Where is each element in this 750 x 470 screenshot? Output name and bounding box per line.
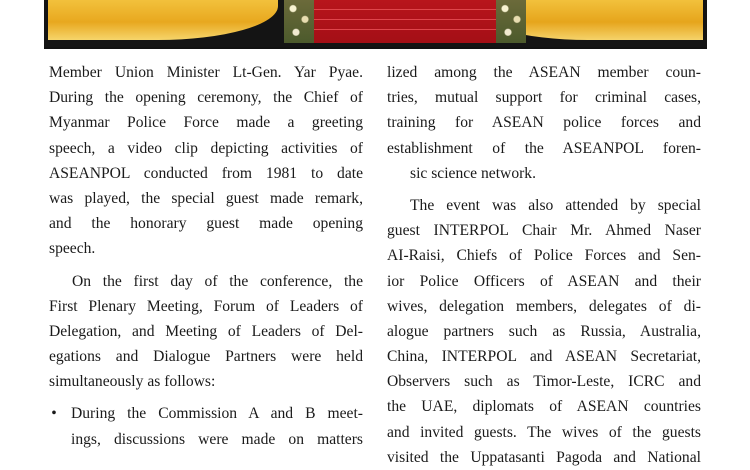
text-line: Observers such as Timor-Leste, ICRC and bbox=[387, 373, 701, 391]
text-line: and invited guests. The wives of the guests bbox=[387, 423, 701, 441]
text-line: simultaneously as follows: bbox=[49, 373, 216, 391]
text-line: lized among the ASEAN member coun- bbox=[387, 64, 701, 81]
ceremony-photo bbox=[44, 0, 707, 49]
gold-drape-left bbox=[48, 0, 278, 40]
text-line: tries, mutual support for criminal cases, bbox=[387, 89, 701, 107]
text-line: First Plenary Meeting, Forum of Leaders of bbox=[49, 297, 363, 315]
text-line: wives, delegation members, delegates of di- bbox=[387, 297, 701, 315]
text-line: speech. bbox=[49, 240, 96, 258]
text-line: ior Police Officers of ASEAN and their bbox=[387, 272, 701, 290]
left-column bbox=[49, 60, 363, 452]
text-line: egations and Dialogue Partners were held bbox=[49, 348, 363, 366]
text-line: the UAE, diplomats of ASEAN countries bbox=[387, 398, 701, 416]
paragraph bbox=[49, 60, 363, 262]
text-line: ASEANPOL conducted from 1981 to date bbox=[49, 164, 363, 182]
text-line: and the honorary guest made opening bbox=[49, 215, 363, 233]
text-line: AI-Raisi, Chiefs of Police Forces and Sen- bbox=[387, 247, 701, 265]
text-line: The event was also attended by special bbox=[410, 196, 701, 214]
text-line: alogue partners such as Russia, Australia, bbox=[387, 322, 701, 340]
text-line: sic science network. bbox=[410, 164, 536, 182]
text-line: visited the Uppatasanti Pagoda and National bbox=[387, 448, 701, 466]
text-line: Myanmar Police Force made a greeting bbox=[49, 114, 363, 132]
red-carpet-stairs bbox=[306, 0, 496, 43]
flower-arrangement-right bbox=[496, 0, 526, 43]
text-line: speech, a video clip depicting activities of bbox=[49, 139, 363, 157]
text-line: China, INTERPOL and ASEAN Secretariat, bbox=[387, 348, 701, 366]
bullet-item bbox=[49, 401, 363, 451]
text-line: During the opening ceremony, the Chief of bbox=[49, 89, 363, 107]
text-line: training for ASEAN police forces and bbox=[387, 114, 701, 132]
text-line: Member Union Minister Lt-Gen. Yar Pyae. bbox=[49, 64, 363, 81]
right-column bbox=[387, 60, 701, 470]
text-line: During the Commission A and B meet- bbox=[71, 405, 363, 423]
text-line: guest INTERPOL Chair Mr. Ahmed Naser bbox=[387, 222, 701, 240]
paragraph bbox=[49, 269, 363, 395]
text-line: establishment of the ASEANPOL foren- bbox=[387, 139, 701, 157]
bullet-icon: • bbox=[51, 405, 57, 423]
paragraph bbox=[387, 60, 701, 186]
text-line: On the first day of the conference, the bbox=[72, 272, 363, 290]
flower-arrangement-left bbox=[284, 0, 314, 43]
text-line: was played, the special guest made remark, bbox=[49, 189, 363, 207]
text-line: ings, discussions were made on matters bbox=[71, 430, 363, 448]
text-line: Delegation, and Meeting of Leaders of Del- bbox=[49, 322, 363, 340]
paragraph bbox=[387, 193, 701, 470]
